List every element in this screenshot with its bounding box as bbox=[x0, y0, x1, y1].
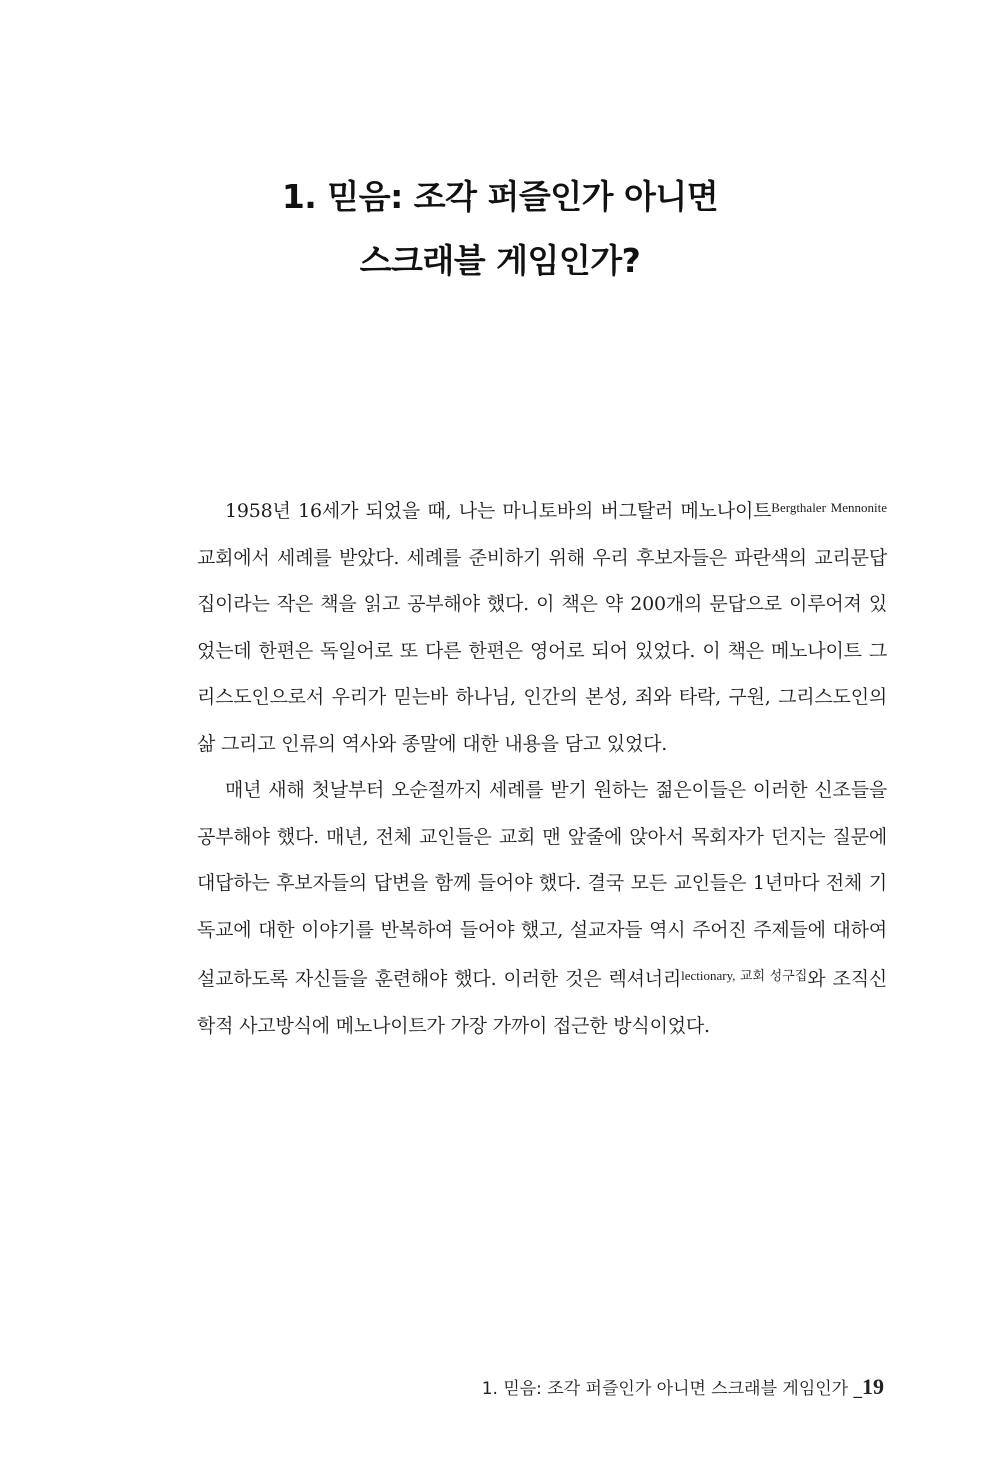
gloss-lectionary: lectionary, 교회 성구집 bbox=[681, 968, 808, 983]
paragraph-1 bbox=[197, 485, 887, 767]
running-footer bbox=[482, 1372, 884, 1404]
paragraph-1-text-a: 1958년 16세가 되었을 때, 나는 마니토바의 버그탈러 메노나이트 bbox=[225, 500, 772, 522]
gloss-bergthaler-mennonite: Bergthaler Mennonite bbox=[771, 500, 888, 515]
paragraph-1-text-b: 교회에서 세례를 받았다. 세례를 준비하기 위해 우리 후보자들은 파란색의 교리문답집이라는 작은 책을 읽고 공부해야 했다. 이 책은 약 200개의 문답으로 이루어져 있었는데 한편은 독일어로 또 다른 한편은 영어로 되어 있었다. 이 책은 메노나이트 그리스도인으로서 우리가 믿는바 하나님, 인간의 본성, 죄와 타락, 구원, 그리스도인의 삶 그리고 인류의 역사와 종말에 대한 내용을 담고 있었다. bbox=[197, 546, 887, 755]
chapter-title-line-1: 1. 믿음: 조각 퍼즐인가 아니면 bbox=[281, 177, 719, 216]
running-title: 1. 믿음: 조각 퍼즐인가 아니면 스크래블 게임인가 bbox=[481, 1379, 849, 1399]
footer-separator: _ bbox=[848, 1379, 862, 1399]
chapter-title bbox=[0, 165, 1000, 293]
body-text bbox=[197, 485, 887, 1049]
chapter-title-line-2: 스크래블 게임인가? bbox=[359, 241, 641, 280]
paragraph-2-text-a: 매년 새해 첫날부터 오순절까지 세례를 받기 원하는 젊은이들은 이러한 신조들을 공부해야 했다. 매년, 전체 교인들은 교회 맨 앞줄에 앉아서 목회자가 던지는 질문에 대답하는 후보자들의 답변을 함께 들어야 했다. 결국 모든 교인들은 1년마다 전체 기독교에 대한 이야기를 반복하여 들어야 했고, 설교자들 역시 주어진 주제들에 대하여 설교하도록 자신들을 훈련해야 했다. 이러한 것은 렉셔너리 bbox=[197, 779, 887, 990]
paragraph-2-text-b: 와 조직신학적 사고방식에 메노나이트가 가장 가까이 접근한 방식이었다. bbox=[197, 968, 888, 1037]
page-number: 19 bbox=[862, 1374, 884, 1399]
paragraph-2 bbox=[197, 767, 887, 1049]
